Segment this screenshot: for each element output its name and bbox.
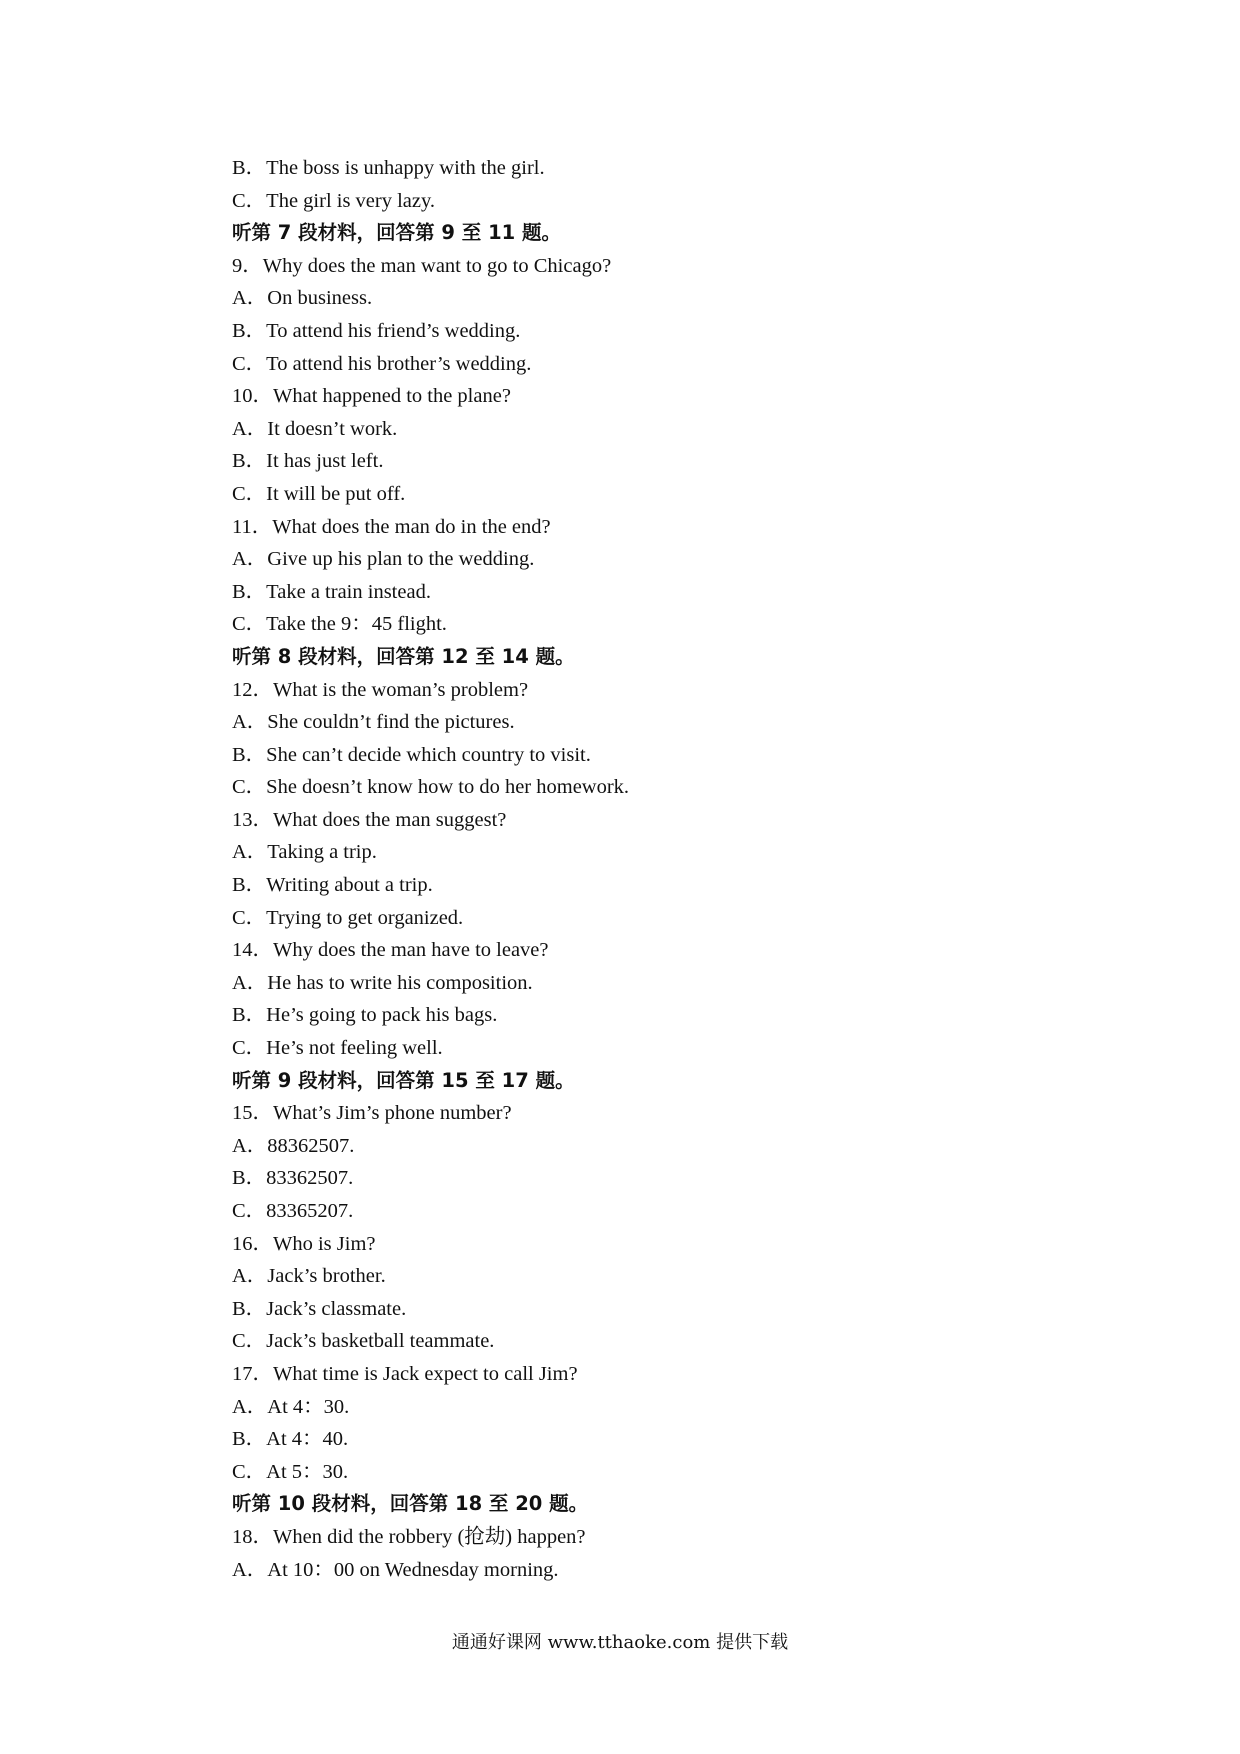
answer-option: C．The girl is very lazy.: [232, 189, 436, 212]
answer-option: B．Take a train instead.: [232, 580, 431, 603]
answer-option: C．He’s not feeling well.: [232, 1037, 443, 1060]
answer-option: B．He’s going to pack his bags.: [232, 1004, 498, 1027]
question-text: 17．What time is Jack expect to call Jim?: [232, 1362, 578, 1385]
answer-option: C．It will be put off.: [232, 482, 406, 505]
answer-option: C．83365207.: [232, 1200, 354, 1222]
answer-option: A．At 4：30.: [232, 1395, 350, 1418]
answer-option: A．It doesn’t work.: [232, 417, 398, 440]
page-footer: 通通好课网 www.tthaoke.com 提供下载: [451, 1632, 789, 1653]
answer-option: B．At 4：40.: [232, 1428, 349, 1451]
answer-option: B．She can’t decide which country to visit.: [232, 743, 591, 766]
section-heading: 听第 8 段材料，回答第 12 至 14 题。: [232, 644, 575, 668]
question-text: 14．Why does the man have to leave?: [232, 939, 549, 962]
answer-option: C．Take the 9：45 flight.: [232, 613, 447, 636]
answer-option: B．83362507.: [232, 1167, 354, 1190]
question-text: 18．When did the robbery (抢劫) happen?: [232, 1525, 586, 1548]
answer-option: A．At 10：00 on Wednesday morning.: [232, 1558, 559, 1581]
answer-option: A．88362507.: [232, 1134, 355, 1157]
answer-option: C．To attend his brother’s wedding.: [232, 352, 532, 375]
answer-option: A．She couldn’t find the pictures.: [232, 711, 515, 734]
answer-option: C．At 5：30.: [232, 1460, 349, 1483]
question-text: 16．Who is Jim?: [232, 1232, 376, 1255]
question-text: 12．What is the woman’s problem?: [232, 678, 529, 701]
question-text: 11．What does the man do in the end?: [232, 515, 551, 538]
answer-option: A．He has to write his composition.: [232, 971, 533, 994]
question-text: 15．What’s Jim’s phone number?: [232, 1102, 512, 1125]
answer-option: A．Give up his plan to the wedding.: [232, 548, 535, 571]
question-text: 9．Why does the man want to go to Chicago?: [232, 254, 612, 277]
answer-option: B．Jack’s classmate.: [232, 1297, 407, 1320]
answer-option: B．To attend his friend’s wedding.: [232, 319, 521, 342]
answer-option: C．Trying to get organized.: [232, 906, 464, 929]
answer-option: A．Taking a trip.: [232, 841, 377, 864]
section-heading: 听第 10 段材料，回答第 18 至 20 题。: [232, 1492, 589, 1516]
question-text: 13．What does the man suggest?: [232, 808, 507, 831]
answer-option: B．Writing about a trip.: [232, 874, 433, 897]
section-heading: 听第 9 段材料，回答第 15 至 17 题。: [232, 1068, 575, 1092]
exam-content: [232, 152, 1052, 1586]
section-heading: 听第 7 段材料，回答第 9 至 11 题。: [232, 221, 562, 245]
answer-option: B．It has just left.: [232, 450, 384, 473]
answer-option: A．On business.: [232, 287, 373, 310]
answer-option: A．Jack’s brother.: [232, 1265, 386, 1288]
answer-option: C．She doesn’t know how to do her homework.: [232, 776, 630, 799]
answer-option: C．Jack’s basketball teammate.: [232, 1330, 495, 1353]
answer-option: B．The boss is unhappy with the girl.: [232, 157, 545, 179]
question-text: 10．What happened to the plane?: [232, 385, 511, 408]
